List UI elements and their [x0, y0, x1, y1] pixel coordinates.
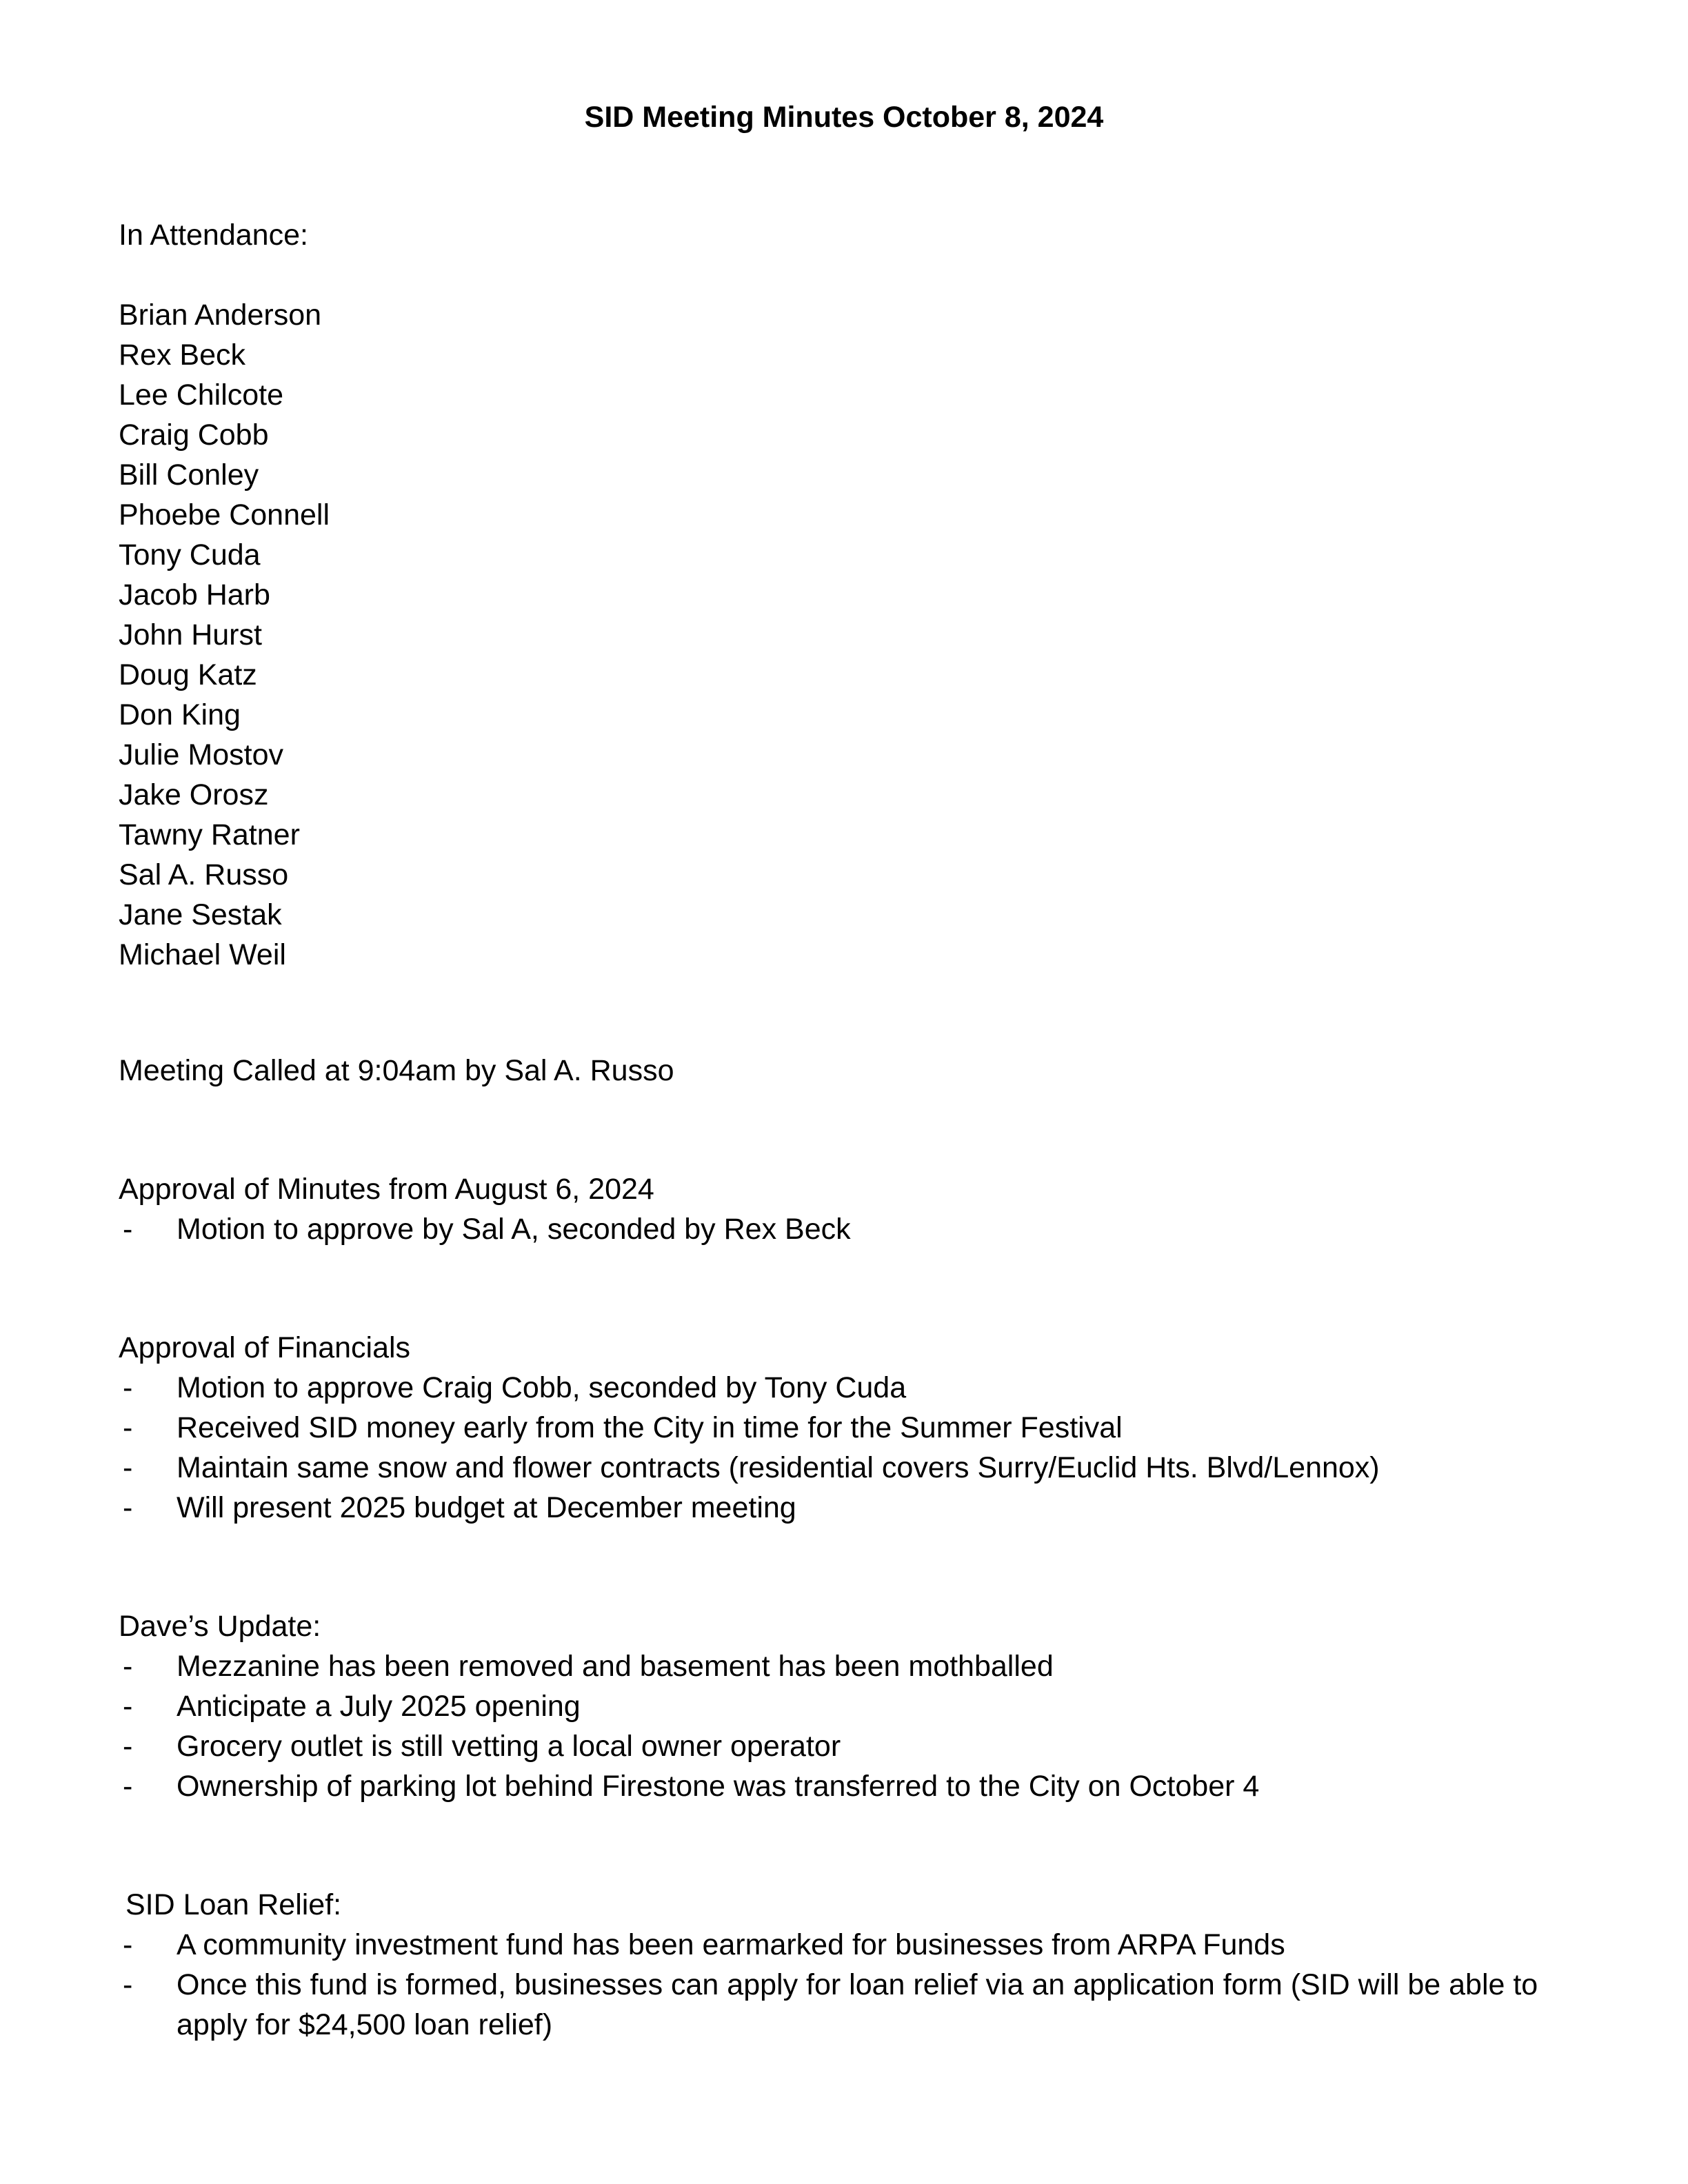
attendee-name: Tawny Ratner	[119, 818, 300, 851]
list-item-text: Mezzanine has been removed and basement has been mothballed	[177, 1650, 1054, 1683]
bullet-dash: -	[123, 1371, 133, 1404]
list-item	[119, 1766, 1567, 1806]
attendee-name: Jane Sestak	[119, 898, 282, 931]
attendee-name: Michael Weil	[119, 938, 286, 971]
list-item	[119, 1965, 1567, 2045]
list-item-text: Motion to approve by Sal A, seconded by Rex Beck	[177, 1213, 851, 1246]
financials-list	[119, 1368, 1567, 1528]
list-item	[119, 1925, 1567, 1965]
bullet-dash: -	[123, 1491, 133, 1524]
daves-update-list	[119, 1646, 1567, 1806]
list-item	[119, 1209, 1567, 1249]
attendee-name: Doug Katz	[119, 658, 257, 691]
list-item	[119, 1726, 1567, 1766]
bullet-dash: -	[123, 1730, 133, 1763]
attendee-name: Rex Beck	[119, 338, 246, 372]
list-item	[119, 1646, 1567, 1686]
attendee-name: Bill Conley	[119, 458, 259, 492]
section-heading-financials: Approval of Financials	[119, 1331, 411, 1364]
list-item-text: Once this fund is formed, businesses can apply for loan relief via an application form (SID will be able to apply for $24,500 loan relief)	[177, 1968, 1538, 2041]
bullet-dash: -	[123, 1690, 133, 1723]
list-item-text: Ownership of parking lot behind Firestone was transferred to the City on October 4	[177, 1770, 1260, 1803]
section-heading-minutes-approval: Approval of Minutes from August 6, 2024	[119, 1173, 654, 1206]
list-item-text: Motion to approve Craig Cobb, seconded by Tony Cuda	[177, 1371, 907, 1404]
attendee-name: Phoebe Connell	[119, 498, 330, 532]
list-item	[119, 1448, 1567, 1488]
attendee-name: John Hurst	[119, 618, 262, 651]
bullet-dash: -	[123, 1650, 133, 1683]
list-item-text: Will present 2025 budget at December meeting	[177, 1491, 796, 1524]
list-item-text: Received SID money early from the City in time for the Summer Festival	[177, 1411, 1123, 1444]
list-item	[119, 1488, 1567, 1528]
attendee-name: Tony Cuda	[119, 538, 261, 572]
meeting-called-line: Meeting Called at 9:04am by Sal A. Russo	[119, 1054, 674, 1087]
attendee-name: Brian Anderson	[119, 299, 322, 332]
attendee-list	[119, 295, 330, 975]
bullet-dash: -	[123, 1928, 133, 1961]
loan-relief-list	[119, 1925, 1567, 2045]
list-item-text: Grocery outlet is still vetting a local owner operator	[177, 1730, 841, 1763]
list-item	[119, 1686, 1567, 1726]
bullet-dash: -	[123, 1451, 133, 1484]
bullet-dash: -	[123, 1770, 133, 1803]
attendee-name: Craig Cobb	[119, 418, 269, 452]
bullet-dash: -	[123, 1411, 133, 1444]
attendee-name: Don King	[119, 698, 241, 731]
document-title: SID Meeting Minutes October 8, 2024	[584, 101, 1104, 134]
list-item	[119, 1408, 1567, 1448]
section-heading-daves-update: Dave’s Update:	[119, 1610, 321, 1643]
attendee-name: Julie Mostov	[119, 738, 283, 771]
list-item-text: Anticipate a July 2025 opening	[177, 1690, 581, 1723]
attendee-name: Sal A. Russo	[119, 858, 289, 891]
attendee-name: Jacob Harb	[119, 578, 270, 611]
bullet-dash: -	[123, 1968, 133, 2001]
bullet-dash: -	[123, 1213, 133, 1246]
list-item-text: Maintain same snow and flower contracts (residential covers Surry/Euclid Hts. Blvd/Lennox)	[177, 1451, 1380, 1484]
minutes-approval-list	[119, 1209, 1567, 1249]
attendee-name: Lee Chilcote	[119, 378, 284, 412]
list-item	[119, 1368, 1567, 1408]
attendance-heading: In Attendance:	[119, 219, 308, 252]
section-heading-loan-relief: SID Loan Relief:	[125, 1888, 342, 1921]
attendee-name: Jake Orosz	[119, 778, 269, 811]
list-item-text: A community investment fund has been earmarked for businesses from ARPA Funds	[177, 1928, 1285, 1961]
